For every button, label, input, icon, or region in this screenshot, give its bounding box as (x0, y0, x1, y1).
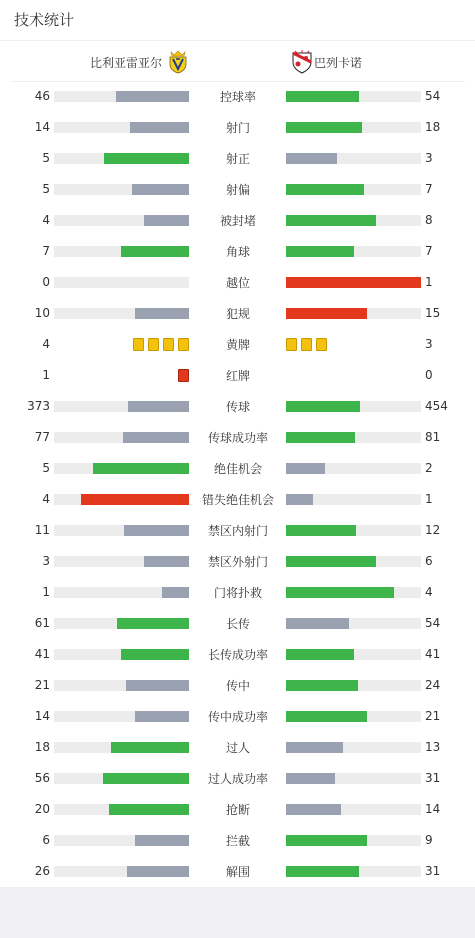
stat-label: 传中成功率 (207, 710, 268, 724)
away-bar-track (286, 432, 421, 443)
home-bar-track (54, 432, 189, 443)
away-value: 7 (425, 182, 433, 196)
stat-label: 越位 (225, 276, 250, 290)
away-bar-track (286, 122, 421, 133)
away-bar-fill (286, 835, 367, 846)
home-bar-track (54, 91, 189, 102)
home-team[interactable] (90, 51, 188, 73)
away-value: 7 (425, 244, 433, 258)
stat-row-shots-off-target (0, 175, 475, 206)
stat-label: 错失绝佳机会 (201, 493, 274, 507)
home-bar-track (54, 401, 189, 412)
away-bar-track (286, 153, 421, 164)
away-bar-fill (286, 91, 359, 102)
away-bar-fill (286, 711, 367, 722)
stat-row-cross-accuracy (0, 702, 475, 733)
home-value: 4 (42, 213, 50, 227)
home-bar-fill (126, 680, 189, 691)
home-value: 4 (42, 337, 50, 351)
home-bar-fill (109, 804, 189, 815)
yellow-card-icon (301, 338, 312, 351)
home-bar-track (54, 835, 189, 846)
home-bar-track (54, 618, 189, 629)
home-value: 26 (34, 864, 50, 878)
away-bar-fill (286, 277, 421, 288)
away-value: 81 (425, 430, 441, 444)
stat-row-fouls (0, 299, 475, 330)
stat-label: 抢断 (225, 803, 250, 817)
home-value: 5 (42, 461, 50, 475)
away-team-name: 巴列卡诺 (314, 55, 363, 70)
home-value: 1 (42, 585, 50, 599)
away-value: 54 (425, 616, 441, 630)
stat-row-red-cards (0, 361, 475, 392)
home-bar-fill (103, 773, 189, 784)
stat-row-dribbles (0, 733, 475, 764)
stat-row-passes (0, 392, 475, 423)
stat-row-shots (0, 113, 475, 144)
villarreal-crest-icon (168, 50, 188, 74)
away-value: 4 (425, 585, 433, 599)
away-bar-track (286, 246, 421, 257)
home-bar-track (54, 308, 189, 319)
rayo-vallecano-crest-icon (290, 50, 310, 74)
home-value: 3 (42, 554, 50, 568)
away-bar-track (286, 680, 421, 691)
home-bar-track (54, 649, 189, 660)
stat-row-possession (0, 82, 475, 113)
away-bar-fill (286, 649, 354, 660)
stat-label: 传球 (225, 400, 250, 414)
home-bar-track (54, 556, 189, 567)
away-bar-fill (286, 184, 364, 195)
away-value: 3 (425, 337, 433, 351)
home-bar-track (54, 711, 189, 722)
away-value: 31 (425, 864, 441, 878)
away-bar-fill (286, 246, 354, 257)
away-bar-fill (286, 463, 325, 474)
home-bar-track (54, 773, 189, 784)
red-card-icon (178, 369, 189, 382)
away-bar-track (286, 587, 421, 598)
away-team[interactable] (290, 51, 362, 73)
home-bar-track (54, 246, 189, 257)
home-bar-fill (124, 525, 189, 536)
away-bar-track (286, 308, 421, 319)
home-bar-fill (135, 711, 189, 722)
away-bar-fill (286, 122, 362, 133)
away-bar-track (286, 866, 421, 877)
stat-label: 过人 (225, 741, 250, 755)
home-value: 4 (42, 492, 50, 506)
home-value: 41 (34, 647, 50, 661)
stat-row-yellow-cards (0, 330, 475, 361)
home-bar-fill (121, 246, 189, 257)
stat-row-offsides (0, 268, 475, 299)
away-value: 13 (425, 740, 441, 754)
stat-label: 控球率 (219, 90, 256, 104)
away-bar-track (286, 91, 421, 102)
stat-label: 拦截 (225, 834, 250, 848)
away-bar-fill (286, 773, 335, 784)
away-bar-fill (286, 866, 359, 877)
away-bar-fill (286, 618, 349, 629)
home-bar-fill (123, 432, 189, 443)
yellow-card-icon (316, 338, 327, 351)
yellow-card-icon (133, 338, 144, 351)
away-value: 15 (425, 306, 441, 320)
home-value: 1 (42, 368, 50, 382)
away-bar-track (286, 649, 421, 660)
away-value: 0 (425, 368, 433, 382)
home-bar-fill (104, 153, 189, 164)
away-value: 12 (425, 523, 441, 537)
away-bar-fill (286, 494, 313, 505)
away-bar-fill (286, 680, 358, 691)
away-value: 21 (425, 709, 441, 723)
away-value: 9 (425, 833, 433, 847)
away-bar-fill (286, 804, 341, 815)
away-value: 8 (425, 213, 433, 227)
stat-row-shots-on-target (0, 144, 475, 175)
stat-label: 禁区内射门 (207, 524, 268, 538)
home-bar-track (54, 866, 189, 877)
home-value: 11 (34, 523, 50, 537)
home-value: 21 (34, 678, 50, 692)
away-cards (286, 338, 327, 351)
stat-label: 犯规 (225, 307, 250, 321)
home-value: 6 (42, 833, 50, 847)
away-bar-track (286, 835, 421, 846)
stat-row-big-chances (0, 454, 475, 485)
stat-row-shots-outside-box (0, 547, 475, 578)
home-bar-track (54, 215, 189, 226)
home-bar-track (54, 153, 189, 164)
yellow-card-icon (163, 338, 174, 351)
page-title: 技术统计 (0, 0, 475, 41)
away-bar-fill (286, 153, 337, 164)
home-bar-track (54, 680, 189, 691)
away-value: 454 (425, 399, 448, 413)
teams-header (10, 41, 465, 82)
away-bar-track (286, 773, 421, 784)
away-bar-track (286, 556, 421, 567)
away-value: 54 (425, 89, 441, 103)
home-bar-track (54, 184, 189, 195)
stat-label: 射正 (225, 152, 250, 166)
stat-label: 黄牌 (225, 338, 250, 352)
stat-row-long-balls (0, 609, 475, 640)
stat-label: 长传成功率 (207, 648, 268, 662)
stat-row-tackles (0, 795, 475, 826)
home-bar-track (54, 525, 189, 536)
away-bar-fill (286, 215, 376, 226)
home-bar-fill (144, 556, 189, 567)
home-value: 7 (42, 244, 50, 258)
away-bar-track (286, 401, 421, 412)
away-bar-track (286, 742, 421, 753)
home-bar-track (54, 804, 189, 815)
stat-row-interceptions (0, 826, 475, 857)
stat-row-big-chances-missed (0, 485, 475, 516)
away-value: 6 (425, 554, 433, 568)
away-value: 41 (425, 647, 441, 661)
home-team-name: 比利亚雷亚尔 (90, 55, 163, 70)
home-bar-track (54, 463, 189, 474)
yellow-card-icon (148, 338, 159, 351)
home-bar-fill (144, 215, 189, 226)
away-bar-track (286, 804, 421, 815)
stat-label: 长传 (225, 617, 250, 631)
stat-row-dribble-success (0, 764, 475, 795)
home-bar-fill (121, 649, 189, 660)
home-bar-fill (128, 401, 189, 412)
away-value: 18 (425, 120, 441, 134)
stat-label: 红牌 (225, 369, 250, 383)
stat-label: 被封堵 (219, 214, 256, 228)
home-bar-fill (116, 91, 189, 102)
away-bar-track (286, 463, 421, 474)
away-bar-track (286, 277, 421, 288)
away-bar-fill (286, 556, 376, 567)
stat-row-corners (0, 237, 475, 268)
away-bar-track (286, 184, 421, 195)
stat-row-long-ball-accuracy (0, 640, 475, 671)
stat-label: 射门 (225, 121, 250, 135)
away-bar-track (286, 215, 421, 226)
home-bar-fill (127, 866, 189, 877)
home-value: 5 (42, 151, 50, 165)
yellow-card-icon (286, 338, 297, 351)
away-bar-track (286, 525, 421, 536)
yellow-card-icon (178, 338, 189, 351)
home-value: 46 (34, 89, 50, 103)
away-bar-track (286, 711, 421, 722)
stat-label: 门将扑救 (213, 586, 262, 600)
stat-label: 禁区外射门 (207, 555, 268, 569)
away-bar-track (286, 618, 421, 629)
stat-label: 绝佳机会 (213, 462, 262, 476)
home-bar-fill (162, 587, 189, 598)
stat-row-blocked-shots (0, 206, 475, 237)
stat-label: 过人成功率 (207, 772, 268, 786)
away-bar-fill (286, 587, 394, 598)
home-value: 14 (34, 120, 50, 134)
away-bar-fill (286, 525, 356, 536)
home-bar-fill (117, 618, 189, 629)
home-bar-fill (132, 184, 189, 195)
home-bar-track (54, 587, 189, 598)
home-value: 14 (34, 709, 50, 723)
home-bar-fill (111, 742, 189, 753)
home-bar-fill (135, 308, 189, 319)
away-bar-fill (286, 742, 343, 753)
away-value: 1 (425, 275, 433, 289)
home-bar-track (54, 742, 189, 753)
home-bar-fill (130, 122, 189, 133)
away-bar-track (286, 494, 421, 505)
away-bar-fill (286, 308, 367, 319)
away-bar-fill (286, 432, 355, 443)
stat-row-crosses (0, 671, 475, 702)
away-value: 1 (425, 492, 433, 506)
home-value: 373 (27, 399, 50, 413)
home-bar-fill (93, 463, 189, 474)
stat-label: 射偏 (225, 183, 250, 197)
away-value: 14 (425, 802, 441, 816)
stat-row-shots-inside-box (0, 516, 475, 547)
away-value: 24 (425, 678, 441, 692)
home-value: 0 (42, 275, 50, 289)
home-value: 5 (42, 182, 50, 196)
home-value: 61 (34, 616, 50, 630)
home-bar-track (54, 122, 189, 133)
home-value: 56 (34, 771, 50, 785)
home-bar-fill (135, 835, 189, 846)
away-value: 31 (425, 771, 441, 785)
stats-list (0, 82, 475, 888)
stat-row-clearances (0, 857, 475, 888)
away-bar-fill (286, 401, 360, 412)
away-value: 3 (425, 151, 433, 165)
home-value: 18 (34, 740, 50, 754)
home-cards (178, 369, 189, 382)
home-bar-track (54, 277, 189, 288)
home-value: 20 (34, 802, 50, 816)
stat-label: 角球 (225, 245, 250, 259)
stat-label: 解围 (225, 865, 250, 879)
home-bar-track (54, 494, 189, 505)
stat-label: 传球成功率 (207, 431, 268, 445)
stat-row-goalkeeper-saves (0, 578, 475, 609)
away-value: 2 (425, 461, 433, 475)
home-cards (133, 338, 189, 351)
stat-row-pass-accuracy (0, 423, 475, 454)
stat-label: 传中 (225, 679, 250, 693)
home-bar-fill (81, 494, 189, 505)
home-value: 77 (34, 430, 50, 444)
home-value: 10 (34, 306, 50, 320)
